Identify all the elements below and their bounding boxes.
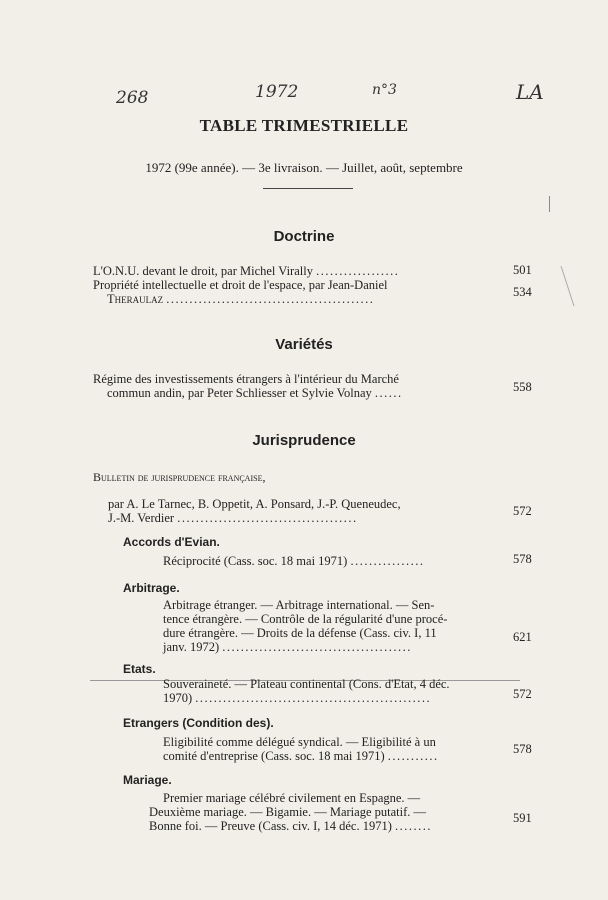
item-heading: Mariage. xyxy=(123,773,172,787)
item-text: Arbitrage étranger. — Arbitrage international. — Sen- xyxy=(163,598,435,612)
item-entry: Réciprocité (Cass. soc. 18 mai 1971) ................ xyxy=(163,554,425,568)
item-heading: Arbitrage. xyxy=(123,581,180,595)
entry-text: Régime des investissements étrangers à l'intérieur du Marché xyxy=(93,372,399,386)
item-entry: Arbitrage étranger. — Arbitrage international. — Sen- tence étrangère. — Contrôle de la régularité d'une procé- dure étrangère. — Droits de la défense (Cass. civ. I, 11 janv. 1972) ......................................... xyxy=(163,598,448,654)
item-text: Bonne foi. — Preuve (Cass. civ. I, 14 déc. 1971) xyxy=(149,819,392,833)
item-text: Souveraineté. — Plateau continental (Cons. d'Etat, 4 déc. xyxy=(163,677,450,691)
bulletin-authors: par A. Le Tarnec, B. Oppetit, A. Ponsard, J.-P. Queneudec, xyxy=(108,497,401,511)
item-text: janv. 1972) xyxy=(163,640,220,654)
item-text: tence étrangère. — Contrôle de la régularité d'une procé- xyxy=(163,612,448,626)
item-heading: Accords d'Evian. xyxy=(123,535,220,549)
handwritten-issue: n°3 xyxy=(372,82,397,98)
margin-mark xyxy=(549,196,550,212)
bulletin-entry: par A. Le Tarnec, B. Oppetit, A. Ponsard, J.-P. Queneudec, J.-M. Verdier ....................................... xyxy=(108,497,401,525)
entry-author: Theraulaz xyxy=(107,292,164,306)
handwritten-number: 268 xyxy=(116,88,149,108)
page-title: TABLE TRIMESTRIELLE xyxy=(199,116,409,135)
item-entry: Premier mariage célébré civilement en Espagne. — Deuxième mariage. — Bigamie. — Mariage putatif. — Bonne foi. — Preuve (Cass. civ. I, 14 déc. 1971) ........ xyxy=(149,791,433,833)
section-doctrine: Doctrine xyxy=(273,228,335,245)
page-number: 572 xyxy=(513,687,532,701)
page-number: 501 xyxy=(513,263,532,277)
bulletin-authors-2: J.-M. Verdier xyxy=(108,511,175,525)
item-entry: Eligibilité comme délégué syndical. — Eligibilité à un comité d'entreprise (Cass. soc. 18 mai 1971) ........... xyxy=(163,735,439,763)
page-number: 621 xyxy=(513,630,532,644)
page-number: 591 xyxy=(513,811,532,825)
item-text: dure étrangère. — Droits de la défense (Cass. civ. I, 11 xyxy=(163,626,437,640)
page-number: 534 xyxy=(513,285,532,299)
divider xyxy=(263,188,353,189)
item-entry: Souveraineté. — Plateau continental (Cons. d'Etat, 4 déc. 1970) ................................................... xyxy=(163,677,450,705)
item-text: Réciprocité (Cass. soc. 18 mai 1971) xyxy=(163,554,348,568)
varietes-entry: Régime des investissements étrangers à l'intérieur du Marché commun andin, par Peter Schliesser et Sylvie Volnay ...... xyxy=(93,372,403,400)
item-text: Premier mariage célébré civilement en Espagne. — xyxy=(163,791,421,805)
doctrine-entry: Propriété intellectuelle et droit de l'espace, par Jean-Daniel Theraulaz ............................................. xyxy=(93,278,388,306)
page-number: 578 xyxy=(513,552,532,566)
page-number: 572 xyxy=(513,504,532,518)
handwritten-initials: LA xyxy=(516,80,544,104)
item-text: 1970) xyxy=(163,691,193,705)
entry-text: L'O.N.U. devant le droit, par Michel Virally xyxy=(93,264,313,278)
section-varietes: Variétés xyxy=(275,336,333,353)
item-heading: Etats. xyxy=(123,662,156,676)
doctrine-entry: L'O.N.U. devant le droit, par Michel Virally .................. xyxy=(93,264,400,278)
page-number: 578 xyxy=(513,742,532,756)
margin-mark xyxy=(561,266,575,306)
item-heading: Etrangers (Condition des). xyxy=(123,716,274,730)
section-jurisprudence: Jurisprudence xyxy=(252,432,356,449)
item-text: Eligibilité comme délégué syndical. — Eligibilité à un xyxy=(163,735,436,749)
handwritten-year: 1972 xyxy=(255,82,299,102)
item-text: Deuxième mariage. — Bigamie. — Mariage putatif. — xyxy=(149,805,426,819)
subtitle: 1972 (99e année). — 3e livraison. — Juillet, août, septembre xyxy=(145,160,463,175)
item-text: comité d'entreprise (Cass. soc. 18 mai 1971) xyxy=(163,749,385,763)
entry-text: Propriété intellectuelle et droit de l'espace, par Jean-Daniel xyxy=(93,278,388,292)
entry-text: commun andin, par Peter Schliesser et Sylvie Volnay xyxy=(107,386,372,400)
bulletin-title: Bulletin de jurisprudence française, xyxy=(93,470,266,484)
page-number: 558 xyxy=(513,380,532,394)
